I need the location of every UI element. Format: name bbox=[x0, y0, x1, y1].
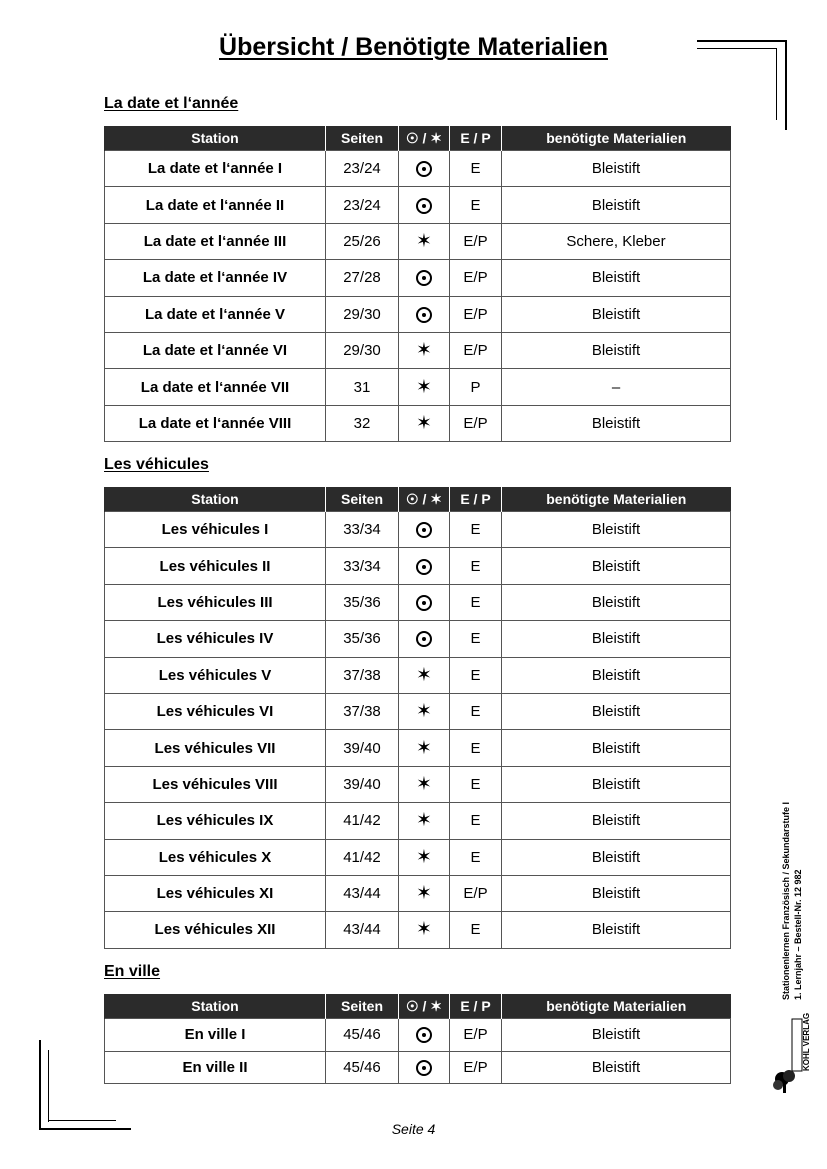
table-row bbox=[105, 1051, 731, 1084]
station-cell: La date et l‘année III bbox=[105, 223, 326, 259]
station-cell: Les véhicules X bbox=[105, 839, 326, 875]
circle-dot-icon bbox=[416, 270, 432, 286]
ep-cell: E bbox=[450, 912, 502, 948]
station-cell: La date et l‘année IV bbox=[105, 260, 326, 296]
materials-cell: Bleistift bbox=[502, 332, 731, 368]
pages-cell: 27/28 bbox=[326, 260, 399, 296]
ep-cell: E bbox=[450, 512, 502, 548]
symbol-cell bbox=[399, 875, 450, 911]
symbol-cell bbox=[399, 730, 450, 766]
materials-cell: Bleistift bbox=[502, 621, 731, 657]
materials-cell: Bleistift bbox=[502, 260, 731, 296]
star-icon: ✶ bbox=[416, 773, 432, 795]
publisher-logo bbox=[772, 1012, 811, 1095]
symbol-cell bbox=[399, 912, 450, 948]
station-cell: Les véhicules V bbox=[105, 657, 326, 693]
station-cell: Les véhicules IV bbox=[105, 621, 326, 657]
header-materials: benötigte Materialien bbox=[502, 487, 731, 512]
table-row bbox=[105, 803, 731, 839]
materials-cell: Bleistift bbox=[502, 657, 731, 693]
ep-cell: E bbox=[450, 693, 502, 729]
table-row bbox=[105, 693, 731, 729]
table-row bbox=[105, 621, 731, 657]
symbol-cell bbox=[399, 223, 450, 259]
pages-cell: 43/44 bbox=[326, 875, 399, 911]
pages-cell: 32 bbox=[326, 405, 399, 441]
materials-cell: Bleistift bbox=[502, 766, 731, 802]
symbol-cell bbox=[399, 621, 450, 657]
station-cell: La date et l‘année VIII bbox=[105, 405, 326, 441]
header-symbol: ☉ / ✶ bbox=[399, 126, 450, 151]
table-row bbox=[105, 369, 731, 405]
star-icon: ✶ bbox=[416, 664, 432, 686]
table-header-row bbox=[105, 994, 731, 1019]
pages-cell: 35/36 bbox=[326, 584, 399, 620]
pages-cell: 41/42 bbox=[326, 839, 399, 875]
star-icon: ✶ bbox=[416, 376, 432, 398]
circle-dot-icon bbox=[416, 307, 432, 323]
header-seiten: Seiten bbox=[326, 994, 399, 1019]
ep-cell: E bbox=[450, 730, 502, 766]
ep-cell: E/P bbox=[450, 332, 502, 368]
circle-dot-icon bbox=[416, 522, 432, 538]
symbol-cell bbox=[399, 839, 450, 875]
header-symbol: ☉ / ✶ bbox=[399, 487, 450, 512]
materials-cell: Bleistift bbox=[502, 584, 731, 620]
station-cell: Les véhicules VII bbox=[105, 730, 326, 766]
symbol-cell bbox=[399, 1019, 450, 1052]
star-icon: ✶ bbox=[416, 883, 432, 905]
station-cell: Les véhicules I bbox=[105, 512, 326, 548]
symbol-cell bbox=[399, 151, 450, 187]
materials-cell: Bleistift bbox=[502, 803, 731, 839]
symbol-cell bbox=[399, 296, 450, 332]
materials-table bbox=[104, 487, 731, 949]
section-title: Les véhicules bbox=[104, 456, 209, 473]
station-cell: Les véhicules VI bbox=[105, 693, 326, 729]
pages-cell: 45/46 bbox=[326, 1019, 399, 1052]
pages-cell: 43/44 bbox=[326, 912, 399, 948]
symbol-cell bbox=[399, 512, 450, 548]
pages-cell: 23/24 bbox=[326, 187, 399, 223]
table-row bbox=[105, 839, 731, 875]
pages-cell: 45/46 bbox=[326, 1051, 399, 1084]
header-seiten: Seiten bbox=[326, 126, 399, 151]
star-icon: ✶ bbox=[416, 701, 432, 723]
table-row bbox=[105, 405, 731, 441]
table-row bbox=[105, 1019, 731, 1052]
materials-cell: Bleistift bbox=[502, 548, 731, 584]
header-materials: benötigte Materialien bbox=[502, 994, 731, 1019]
station-cell: La date et l‘année VII bbox=[105, 369, 326, 405]
header-station: Station bbox=[105, 994, 326, 1019]
symbol-cell bbox=[399, 187, 450, 223]
pages-cell: 37/38 bbox=[326, 693, 399, 729]
page-number: Seite 4 bbox=[391, 1121, 436, 1137]
ep-cell: E/P bbox=[450, 260, 502, 296]
materials-cell: – bbox=[502, 369, 731, 405]
ep-cell: E bbox=[450, 657, 502, 693]
circle-dot-icon bbox=[416, 631, 432, 647]
circle-dot-icon bbox=[416, 161, 432, 177]
materials-cell: Bleistift bbox=[502, 730, 731, 766]
pages-cell: 41/42 bbox=[326, 803, 399, 839]
page-title: Übersicht / Benötigte Materialien bbox=[219, 33, 608, 61]
symbol-cell bbox=[399, 260, 450, 296]
table-row bbox=[105, 223, 731, 259]
symbol-cell bbox=[399, 766, 450, 802]
symbol-cell bbox=[399, 332, 450, 368]
ep-cell: E/P bbox=[450, 1051, 502, 1084]
table-row bbox=[105, 512, 731, 548]
circle-dot-icon bbox=[416, 1027, 432, 1043]
materials-cell: Bleistift bbox=[502, 151, 731, 187]
header-symbol: ☉ / ✶ bbox=[399, 994, 450, 1019]
station-cell: La date et l‘année II bbox=[105, 187, 326, 223]
station-cell: En ville II bbox=[105, 1051, 326, 1084]
ep-cell: E bbox=[450, 584, 502, 620]
header-station: Station bbox=[105, 126, 326, 151]
symbol-cell bbox=[399, 803, 450, 839]
station-cell: La date et l‘année I bbox=[105, 151, 326, 187]
pages-cell: 31 bbox=[326, 369, 399, 405]
symbol-cell bbox=[399, 405, 450, 441]
star-icon: ✶ bbox=[416, 846, 432, 868]
star-icon: ✶ bbox=[416, 737, 432, 759]
header-ep: E / P bbox=[450, 126, 502, 151]
materials-cell: Bleistift bbox=[502, 187, 731, 223]
header-seiten: Seiten bbox=[326, 487, 399, 512]
station-cell: Les véhicules XI bbox=[105, 875, 326, 911]
logo-text: KOHL VERLAG bbox=[802, 1012, 811, 1071]
pages-cell: 25/26 bbox=[326, 223, 399, 259]
ep-cell: E/P bbox=[450, 1019, 502, 1052]
header-ep: E / P bbox=[450, 487, 502, 512]
materials-table bbox=[104, 994, 731, 1084]
circle-dot-icon bbox=[416, 595, 432, 611]
symbol-cell bbox=[399, 369, 450, 405]
table-row bbox=[105, 912, 731, 948]
table-row bbox=[105, 296, 731, 332]
section-title: La date et l‘année bbox=[104, 95, 239, 112]
table-row bbox=[105, 730, 731, 766]
station-cell: Les véhicules III bbox=[105, 584, 326, 620]
station-cell: Les véhicules II bbox=[105, 548, 326, 584]
corner-frame-bottom-left-v2 bbox=[48, 1050, 49, 1122]
pages-cell: 29/30 bbox=[326, 332, 399, 368]
ep-cell: P bbox=[450, 369, 502, 405]
materials-cell: Bleistift bbox=[502, 296, 731, 332]
ep-cell: E bbox=[450, 766, 502, 802]
pages-cell: 37/38 bbox=[326, 657, 399, 693]
table-row bbox=[105, 260, 731, 296]
materials-cell: Bleistift bbox=[502, 405, 731, 441]
header-station: Station bbox=[105, 487, 326, 512]
star-icon: ✶ bbox=[416, 230, 432, 252]
table-row bbox=[105, 548, 731, 584]
ep-cell: E bbox=[450, 803, 502, 839]
sidebar-line-1: Stationenlernen Französisch / Sekundarstufe I bbox=[781, 801, 791, 1000]
ep-cell: E bbox=[450, 151, 502, 187]
symbol-cell bbox=[399, 693, 450, 729]
symbol-cell bbox=[399, 548, 450, 584]
materials-cell: Bleistift bbox=[502, 693, 731, 729]
ep-cell: E bbox=[450, 548, 502, 584]
table-header-row bbox=[105, 487, 731, 512]
table-row bbox=[105, 187, 731, 223]
publisher-sidebar bbox=[780, 790, 810, 1000]
header-ep: E / P bbox=[450, 994, 502, 1019]
corner-frame-bottom-left-v1 bbox=[39, 1040, 41, 1130]
pages-cell: 33/34 bbox=[326, 512, 399, 548]
star-icon: ✶ bbox=[416, 810, 432, 832]
materials-table bbox=[104, 126, 731, 442]
materials-cell: Bleistift bbox=[502, 839, 731, 875]
pages-cell: 23/24 bbox=[326, 151, 399, 187]
table-row bbox=[105, 332, 731, 368]
pages-cell: 33/34 bbox=[326, 548, 399, 584]
materials-cell: Bleistift bbox=[502, 912, 731, 948]
station-cell: Les véhicules VIII bbox=[105, 766, 326, 802]
circle-dot-icon bbox=[416, 559, 432, 575]
symbol-cell bbox=[399, 584, 450, 620]
ep-cell: E/P bbox=[450, 223, 502, 259]
ep-cell: E bbox=[450, 839, 502, 875]
pages-cell: 35/36 bbox=[326, 621, 399, 657]
header-materials: benötigte Materialien bbox=[502, 126, 731, 151]
circle-dot-icon bbox=[416, 1060, 432, 1076]
ep-cell: E/P bbox=[450, 405, 502, 441]
table-row bbox=[105, 151, 731, 187]
pages-cell: 39/40 bbox=[326, 730, 399, 766]
section-title: En ville bbox=[104, 963, 161, 980]
star-icon: ✶ bbox=[416, 412, 432, 434]
symbol-cell bbox=[399, 657, 450, 693]
sidebar-line-2: 1. Lernjahr – Bestell-Nr. 12 982 bbox=[793, 869, 803, 1000]
pages-cell: 29/30 bbox=[326, 296, 399, 332]
station-cell: La date et l‘année VI bbox=[105, 332, 326, 368]
star-icon: ✶ bbox=[416, 340, 432, 362]
star-icon: ✶ bbox=[416, 919, 432, 941]
table-row bbox=[105, 766, 731, 802]
ep-cell: E bbox=[450, 621, 502, 657]
ep-cell: E/P bbox=[450, 296, 502, 332]
table-row bbox=[105, 657, 731, 693]
ep-cell: E/P bbox=[450, 875, 502, 911]
symbol-cell bbox=[399, 1051, 450, 1084]
materials-cell: Schere, Kleber bbox=[502, 223, 731, 259]
materials-cell: Bleistift bbox=[502, 1051, 731, 1084]
materials-cell: Bleistift bbox=[502, 512, 731, 548]
materials-cell: Bleistift bbox=[502, 1019, 731, 1052]
station-cell: La date et l‘année V bbox=[105, 296, 326, 332]
station-cell: Les véhicules XII bbox=[105, 912, 326, 948]
materials-cell: Bleistift bbox=[502, 875, 731, 911]
circle-dot-icon bbox=[416, 198, 432, 214]
table-header-row bbox=[105, 126, 731, 151]
table-row bbox=[105, 584, 731, 620]
table-row bbox=[105, 875, 731, 911]
ep-cell: E bbox=[450, 187, 502, 223]
pages-cell: 39/40 bbox=[326, 766, 399, 802]
station-cell: En ville I bbox=[105, 1019, 326, 1052]
station-cell: Les véhicules IX bbox=[105, 803, 326, 839]
